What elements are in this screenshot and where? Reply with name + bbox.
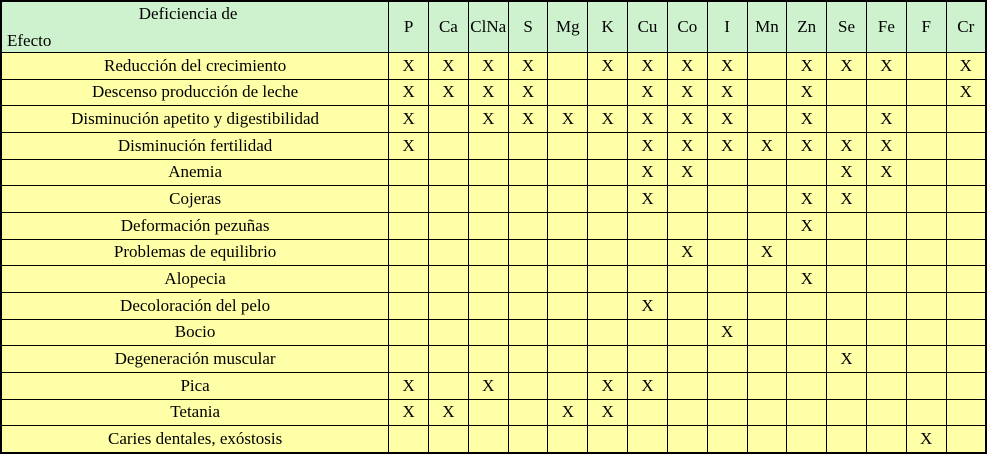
mark-cell [946,372,986,399]
mark-cell: X [827,346,867,373]
mark-cell [747,346,787,373]
mark-cell [667,266,707,293]
mark-cell: X [628,159,668,186]
mark-cell [508,186,548,213]
mark-cell [667,212,707,239]
mark-cell [906,159,946,186]
mark-cell: X [628,106,668,133]
mark-cell [389,159,429,186]
table-row [1,239,986,266]
mark-cell [747,212,787,239]
mineral-header-cu: Cu [628,1,668,53]
mark-cell [667,319,707,346]
mark-cell [827,106,867,133]
mark-cell: X [588,399,628,426]
effect-label: Cojeras [1,186,389,213]
mark-cell [628,346,668,373]
effect-label: Bocio [1,319,389,346]
mark-cell [429,132,469,159]
mark-cell: X [628,79,668,106]
mark-cell [906,319,946,346]
mark-cell [747,186,787,213]
mark-cell [429,159,469,186]
table-body [1,53,986,454]
mark-cell [548,266,588,293]
mark-cell [866,239,906,266]
mineral-header-ca: Ca [429,1,469,53]
mark-cell [667,372,707,399]
mark-cell [628,266,668,293]
mineral-header-se: Se [827,1,867,53]
mark-cell [827,292,867,319]
mark-cell: X [906,426,946,453]
mark-cell [588,159,628,186]
mark-cell [946,106,986,133]
mark-cell: X [429,79,469,106]
mark-cell [548,132,588,159]
mineral-header-f: F [906,1,946,53]
mark-cell [946,399,986,426]
mark-cell [946,346,986,373]
mark-cell [827,319,867,346]
mark-cell [508,212,548,239]
mark-cell [389,292,429,319]
mark-cell: X [468,372,508,399]
mark-cell [707,292,747,319]
mark-cell [946,319,986,346]
table-row [1,372,986,399]
mark-cell [468,212,508,239]
table-row [1,399,986,426]
mark-cell [787,399,827,426]
mark-cell [747,266,787,293]
mark-cell [468,132,508,159]
table-row [1,319,986,346]
mark-cell: X [508,106,548,133]
mark-cell: X [667,159,707,186]
mark-cell [508,399,548,426]
mark-cell [707,399,747,426]
mark-cell [588,239,628,266]
effect-label: Disminución fertilidad [1,132,389,159]
mark-cell [906,53,946,80]
mark-cell: X [787,53,827,80]
mark-cell [747,292,787,319]
mark-cell [588,212,628,239]
mineral-header-zn: Zn [787,1,827,53]
mark-cell [548,292,588,319]
effect-label: Decoloración del pelo [1,292,389,319]
mark-cell [787,372,827,399]
table-row [1,426,986,453]
mark-cell [906,372,946,399]
mineral-header-s: S [508,1,548,53]
mark-cell [508,346,548,373]
mark-cell [906,346,946,373]
corner-header-deficiency-label: Deficiencia de [138,4,238,23]
mark-cell [548,319,588,346]
mark-cell [588,266,628,293]
mark-cell [866,212,906,239]
mark-cell [747,319,787,346]
mark-cell [827,266,867,293]
mark-cell: X [866,53,906,80]
table-row [1,79,986,106]
mark-cell: X [548,106,588,133]
table-row [1,132,986,159]
mark-cell [429,106,469,133]
header-row [1,1,986,53]
mark-cell [946,239,986,266]
mark-cell: X [707,53,747,80]
mark-cell [707,212,747,239]
mark-cell [468,426,508,453]
mark-cell [548,239,588,266]
mark-cell [548,372,588,399]
effect-label: Caries dentales, exóstosis [1,426,389,453]
mark-cell [429,186,469,213]
mark-cell [628,426,668,453]
mark-cell [747,426,787,453]
corner-header-cell [1,1,389,53]
mark-cell [429,319,469,346]
mark-cell [866,292,906,319]
mark-cell [429,346,469,373]
mark-cell: X [667,106,707,133]
mark-cell [429,372,469,399]
mark-cell: X [628,132,668,159]
mark-cell [667,346,707,373]
mark-cell [667,186,707,213]
mark-cell: X [787,212,827,239]
mark-cell [429,266,469,293]
mark-cell [588,186,628,213]
mark-cell [866,346,906,373]
mark-cell [946,132,986,159]
mark-cell [707,266,747,293]
mark-cell [548,426,588,453]
mark-cell [946,186,986,213]
mark-cell [946,292,986,319]
mark-cell [508,319,548,346]
mark-cell [906,399,946,426]
mark-cell: X [468,53,508,80]
mark-cell [429,212,469,239]
mark-cell: X [389,372,429,399]
mark-cell [827,426,867,453]
mark-cell: X [389,399,429,426]
effect-label: Anemia [1,159,389,186]
mark-cell: X [389,53,429,80]
mark-cell [508,426,548,453]
mark-cell [707,186,747,213]
mark-cell: X [667,79,707,106]
mark-cell [787,292,827,319]
mark-cell [588,292,628,319]
mark-cell [866,399,906,426]
mark-cell [468,346,508,373]
corner-header-inner [2,2,388,52]
effect-label: Alopecia [1,266,389,293]
mark-cell [389,426,429,453]
mark-cell [827,399,867,426]
mark-cell [906,266,946,293]
mark-cell [628,239,668,266]
effect-label: Disminución apetito y digestibilidad [1,106,389,133]
mark-cell [747,159,787,186]
mark-cell [468,159,508,186]
mark-cell [468,319,508,346]
mark-cell [787,319,827,346]
effect-label: Descenso producción de leche [1,79,389,106]
mark-cell [429,239,469,266]
mark-cell [787,239,827,266]
mineral-header-clna: ClNa [468,1,508,53]
mark-cell [707,159,747,186]
mark-cell [827,79,867,106]
mark-cell [468,239,508,266]
effect-label: Pica [1,372,389,399]
mark-cell [827,212,867,239]
table-row [1,346,986,373]
mark-cell [866,186,906,213]
mark-cell [389,319,429,346]
mark-cell [946,159,986,186]
mark-cell [866,79,906,106]
mark-cell [707,346,747,373]
mark-cell: X [588,372,628,399]
effect-label: Problemas de equilibrio [1,239,389,266]
mark-cell: X [667,53,707,80]
table-head [1,1,986,53]
table-row [1,292,986,319]
mark-cell [508,292,548,319]
mark-cell: X [468,79,508,106]
mark-cell: X [866,132,906,159]
mark-cell: X [548,399,588,426]
table-row [1,159,986,186]
mark-cell [429,426,469,453]
mark-cell: X [747,239,787,266]
mark-cell [508,132,548,159]
mark-cell: X [787,79,827,106]
mark-cell [946,212,986,239]
mark-cell: X [707,132,747,159]
mark-cell [906,292,946,319]
effect-label: Deformación pezuñas [1,212,389,239]
mineral-header-mn: Mn [747,1,787,53]
mark-cell: X [707,79,747,106]
mark-cell [667,426,707,453]
table-row [1,106,986,133]
mark-cell: X [468,106,508,133]
mark-cell [548,53,588,80]
mark-cell: X [588,53,628,80]
mark-cell: X [827,159,867,186]
mark-cell [628,319,668,346]
mark-cell [508,239,548,266]
mark-cell: X [429,53,469,80]
mineral-header-mg: Mg [548,1,588,53]
mark-cell [866,426,906,453]
mark-cell [508,266,548,293]
table-row [1,53,986,80]
mark-cell [747,106,787,133]
mark-cell: X [508,53,548,80]
mark-cell [827,239,867,266]
mark-cell [508,372,548,399]
mark-cell [588,426,628,453]
mark-cell: X [946,79,986,106]
mark-cell [747,372,787,399]
mark-cell [787,426,827,453]
mark-cell: X [707,106,747,133]
mark-cell: X [866,106,906,133]
mark-cell [468,186,508,213]
mark-cell [747,53,787,80]
mark-cell [548,159,588,186]
mark-cell: X [787,186,827,213]
mark-cell [707,372,747,399]
mark-cell [548,346,588,373]
mark-cell: X [827,53,867,80]
mark-cell [667,292,707,319]
mark-cell: X [628,186,668,213]
mark-cell: X [787,132,827,159]
mark-cell [866,266,906,293]
mark-cell: X [429,399,469,426]
mark-cell [787,159,827,186]
mark-cell [389,266,429,293]
mark-cell [906,239,946,266]
mineral-header-p: P [389,1,429,53]
mark-cell: X [389,79,429,106]
mark-cell [628,399,668,426]
mark-cell [389,239,429,266]
mark-cell: X [588,106,628,133]
mark-cell: X [787,106,827,133]
mineral-header-co: Co [667,1,707,53]
mark-cell [707,426,747,453]
mineral-header-cr: Cr [946,1,986,53]
mineral-header-k: K [588,1,628,53]
mark-cell [787,346,827,373]
effect-label: Degeneración muscular [1,346,389,373]
mark-cell [827,372,867,399]
mark-cell [906,132,946,159]
mark-cell: X [667,132,707,159]
mark-cell [429,292,469,319]
mark-cell [906,106,946,133]
mark-cell [389,212,429,239]
mark-cell [389,186,429,213]
effect-label: Tetania [1,399,389,426]
mark-cell [628,212,668,239]
mark-cell: X [747,132,787,159]
mark-cell [866,319,906,346]
mark-cell [468,292,508,319]
mark-cell [548,212,588,239]
mark-cell [389,346,429,373]
table-row [1,186,986,213]
mark-cell: X [628,53,668,80]
mark-cell: X [946,53,986,80]
mark-cell [508,159,548,186]
corner-header-effect-label: Efecto [7,31,52,50]
table-row [1,212,986,239]
mark-cell: X [667,239,707,266]
mark-cell: X [628,372,668,399]
table-row [1,266,986,293]
mark-cell [588,132,628,159]
mark-cell: X [389,132,429,159]
mark-cell [548,186,588,213]
mark-cell: X [508,79,548,106]
mark-cell: X [707,319,747,346]
mark-cell [747,79,787,106]
mark-cell: X [787,266,827,293]
mineral-header-i: I [707,1,747,53]
mark-cell: X [827,132,867,159]
mark-cell [548,79,588,106]
mark-cell [588,319,628,346]
mark-cell [588,346,628,373]
mark-cell: X [866,159,906,186]
mark-cell: X [389,106,429,133]
mark-cell [747,399,787,426]
mark-cell [946,266,986,293]
mark-cell [906,186,946,213]
mark-cell [906,79,946,106]
mark-cell [667,399,707,426]
mark-cell [707,239,747,266]
mark-cell: X [628,292,668,319]
mark-cell [946,426,986,453]
mark-cell [866,372,906,399]
mark-cell [588,79,628,106]
mark-cell [468,399,508,426]
mark-cell [906,212,946,239]
mark-cell [468,266,508,293]
mark-cell: X [827,186,867,213]
effect-label: Reducción del crecimiento [1,53,389,80]
mineral-header-fe: Fe [866,1,906,53]
